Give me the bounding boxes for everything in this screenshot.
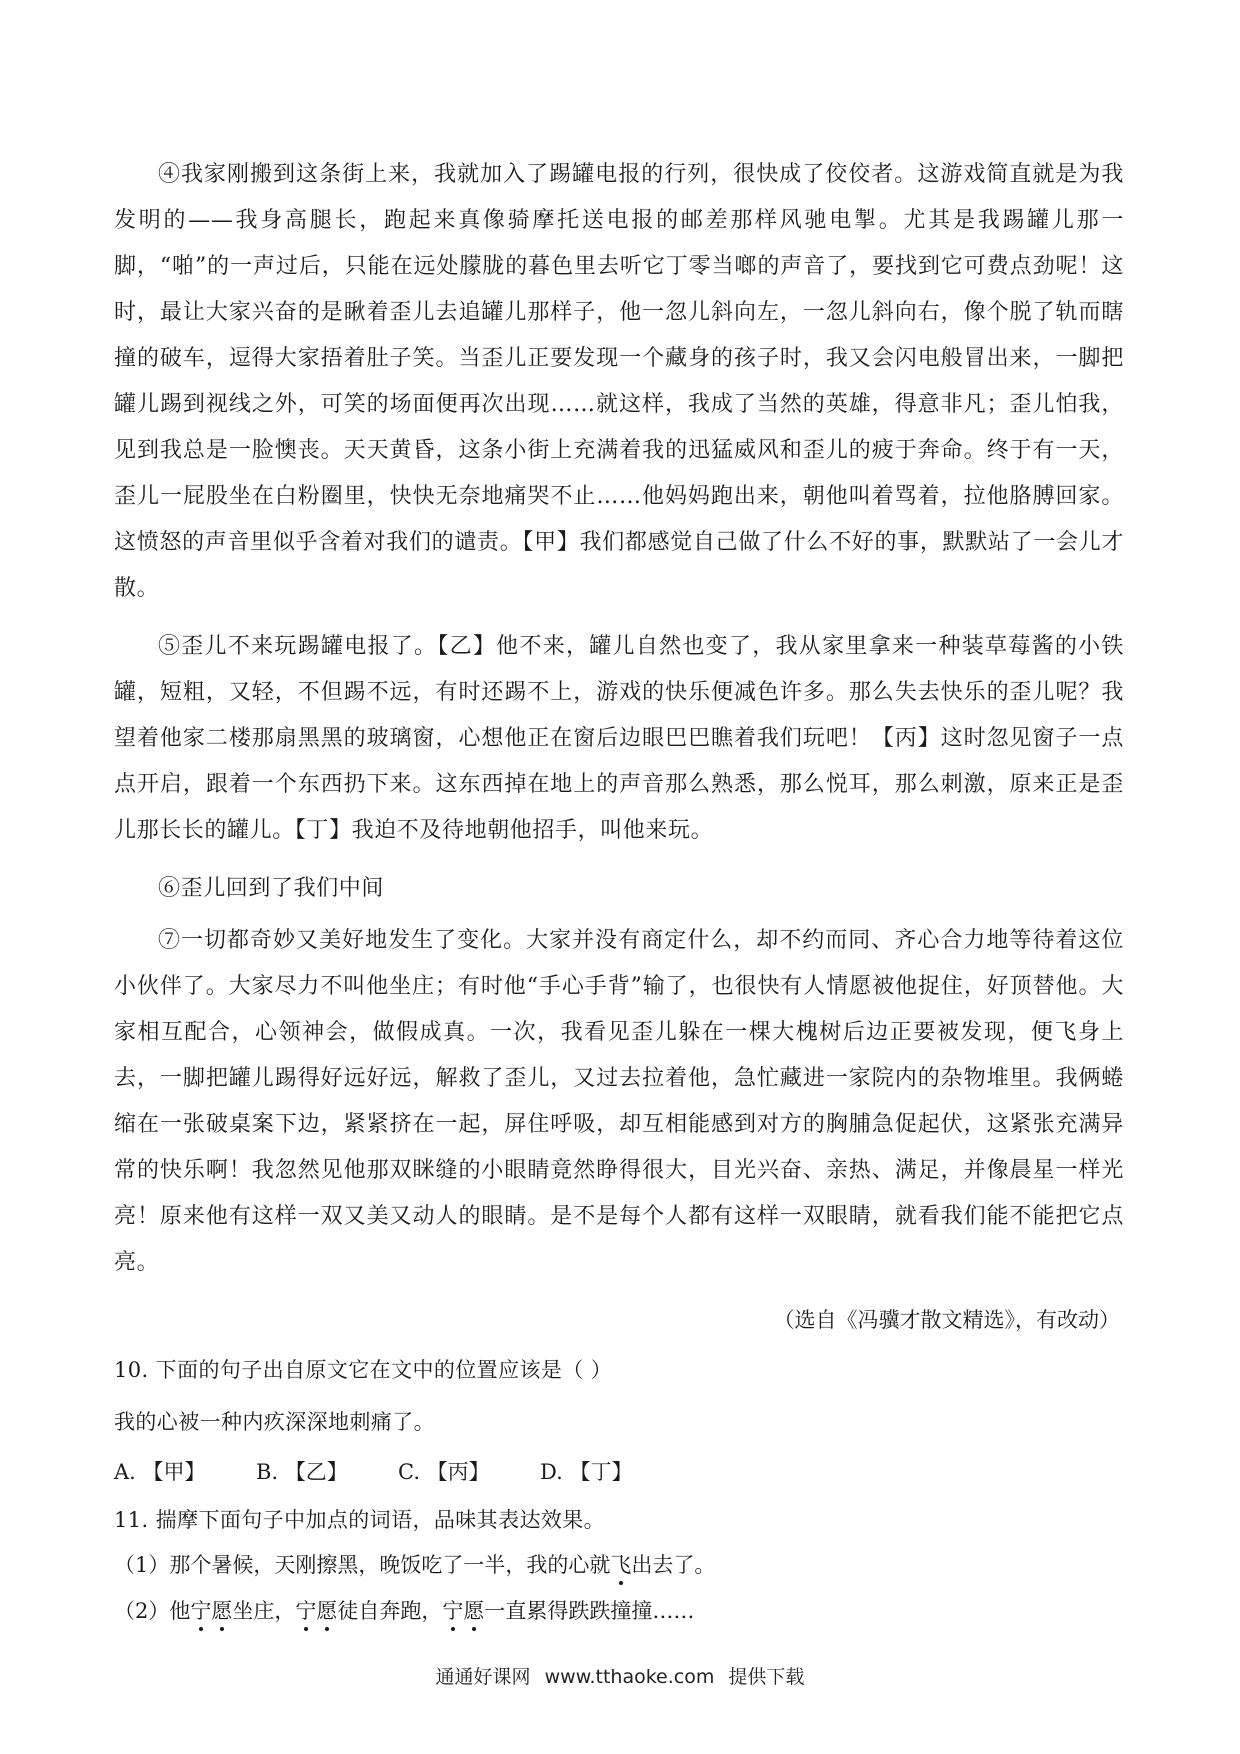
emphasized-word [190, 1599, 232, 1623]
paragraph-4: ④我家刚搬到这条街上来，我就加入了踢罐电报的行列，很快成了佼佼者。这游戏简直就是为我发明的——我身高腿长，跑起来真像骑摩托送电报的邮差那样风驰电掣。尤其是我踢罐儿那一脚，“啪”的一声过后，只能在远处朦胧的暮色里去听它丁零当啷的声音了，要找到它可费点劲呢！这时，最让大家兴奋的是瞅着歪儿去追罐儿那样子，他一忽儿斜向左，一忽儿斜向右，像个脱了轨而瞎撞的破车，逗得大家捂着肚子笑。当歪儿正要发现一个藏身的孩子时，我又会闪电般冒出来，一脚把罐儿踢到视线之外，可笑的场面便再次出现……就这样，我成了当然的英雄，得意非凡；歪儿怕我，见到我总是一脸懊丧。天天黄昏，这条小街上充满着我的迅猛威风和歪儿的疲于奔命。终于有一天，歪儿一屁股坐在白粉圈里，快快无奈地痛哭不止……他妈妈跑出来，朝他叫着骂着，拉他胳膊回家。这愤怒的声音里似乎含着对我们的谴责。【甲】我们都感觉自己做了什么不好的事，默默站了一会儿才散。 [114, 162, 1124, 601]
footer-suffix: 提供下载 [728, 1666, 805, 1688]
footer-url[interactable]: www.tthaoke.com [544, 1666, 715, 1688]
page-footer [0, 1662, 1240, 1689]
question-11-stem: 11. 揣摩下面句子中加点的词语，品味其表达效果。 [114, 1508, 606, 1532]
question-10-sentence: 我的心被一种内疚深深地刺痛了。 [114, 1410, 435, 1434]
sentence-2-text: （2）他 [114, 1599, 191, 1623]
question-10-stem: 10. 下面的句子出自原文它在文中的位置应该是（ ） [114, 1358, 613, 1382]
question-11-sentence-1 [114, 1542, 1124, 1588]
emphasized-char: 宁 [442, 1599, 464, 1623]
sentence-2-text-end: 一直累得跌跌撞撞…… [484, 1599, 695, 1623]
emphasized-char: 宁 [190, 1599, 212, 1623]
sentence-2-text: 坐庄， [232, 1599, 296, 1623]
emphasized-char: 愿 [316, 1599, 338, 1623]
option-c[interactable]: C. 【丙】 [398, 1460, 490, 1484]
sentence-1-text: （1）那个暑候，天刚擦黑，晚饭吃了一半，我的心就 [114, 1553, 611, 1577]
document-body [114, 152, 1124, 1634]
option-b[interactable]: B. 【乙】 [256, 1460, 348, 1484]
paragraph-7: ⑦一切都奇妙又美好地发生了变化。大家并没有商定什么，却不约而同、齐心合力地等待着这位小伙伴了。大家尽力不叫他坐庄；有时他“手心手背”输了，也很快有人情愿被他捉住，好顶替他。大家相互配合，心领神会，做假成真。一次，我看见歪儿躲在一棵大槐树后边正要被发现，便飞身上去，一脚把罐儿踢得好远好远，解救了歪儿，又过去拉着他，急忙藏进一家院内的杂物堆里。我俩蜷缩在一张破桌案下边，紧紧挤在一起，屏住呼吸，却互相能感到对方的胸脯急促起伏，这紧张充满异常的快乐啊！我忽然见他那双眯缝的小眼睛竟然睁得很大，目光兴奋、亲热、满足，并像晨星一样光亮！原来他有这样一双又美又动人的眼睛。是不是每个人都有这样一双眼睛，就看我们能不能把它点亮。 [114, 928, 1124, 1275]
question-11-sentence-2 [114, 1588, 1124, 1634]
source-citation: （选自《冯骥才散文精选》，有改动） [773, 1308, 1120, 1332]
paragraph-5: ⑤歪儿不来玩踢罐电报了。【乙】他不来，罐儿自然也变了，我从家里拿来一种装草莓酱的小铁罐，短粗，又轻，不但踢不远，有时还踢不上，游戏的快乐便减色许多。那么失去快乐的歪儿呢？我望着他家二楼那扇黑黑的玻璃窗，心想他正在窗后边眼巴巴瞧着我们玩吧！【丙】这时忽见窗子一点点开启，跟着一个东西扔下来。这东西掉在地上的声音那么熟悉，那么悦耳，那么刺激，原来正是歪儿那长长的罐儿。【丁】我迫不及待地朝他招手，叫他来玩。 [114, 634, 1124, 843]
emphasized-char: 愿 [211, 1599, 233, 1623]
emphasized-word [442, 1599, 484, 1623]
emphasized-word: 飞 [610, 1553, 632, 1577]
emphasized-word [295, 1599, 337, 1623]
option-a[interactable]: A. 【甲】 [114, 1460, 206, 1484]
emphasized-char: 宁 [295, 1599, 317, 1623]
emphasized-char: 愿 [463, 1599, 485, 1623]
sentence-2-text: 徒自奔跑， [337, 1599, 443, 1623]
option-d[interactable]: D. 【丁】 [540, 1460, 633, 1484]
sentence-1-text-end: 出去了。 [631, 1553, 716, 1577]
footer-site-name: 通通好课网 [435, 1666, 531, 1688]
question-10-options [114, 1450, 1124, 1494]
paragraph-6: ⑥歪儿回到了我们中间 [158, 876, 385, 901]
